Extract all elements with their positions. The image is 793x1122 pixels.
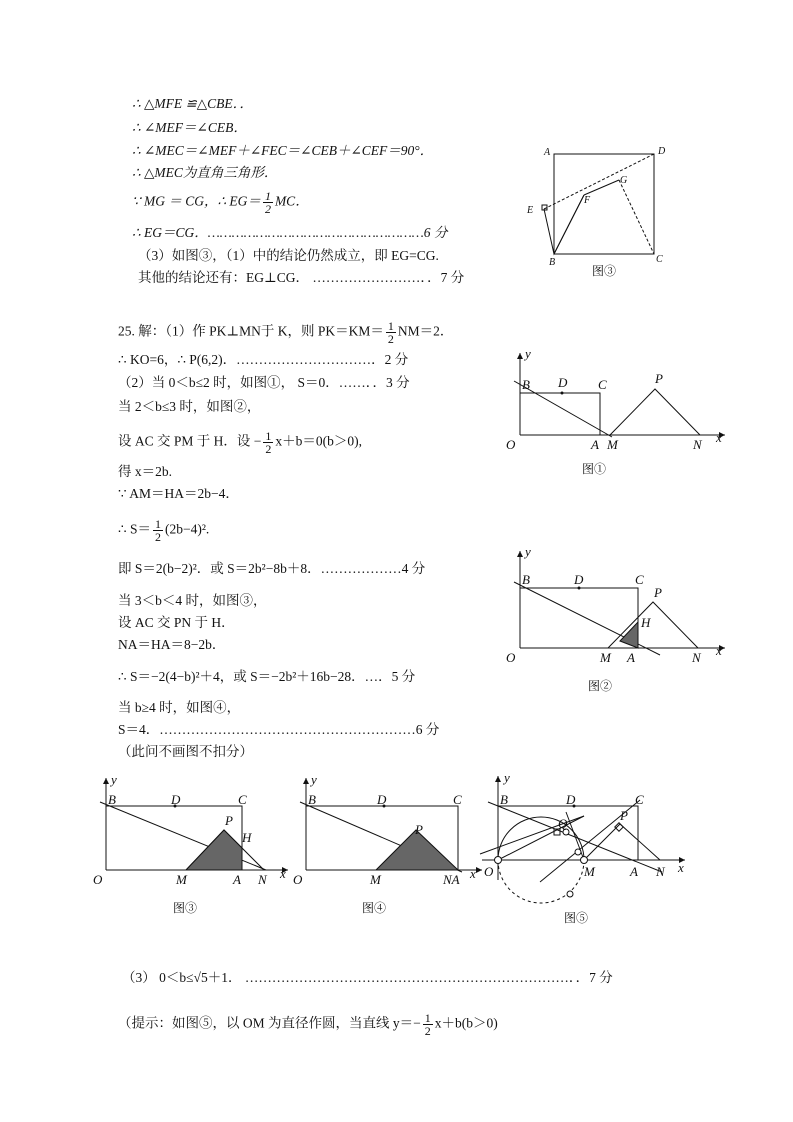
p25-hint: （提示：如图⑤，以 OM 为直径作圆，当直线 y＝− $\frac{1}{2}$ x＋b(b＞0) — [118, 1011, 498, 1038]
p25-line-8: ∴ S＝ $\frac{1}{2}$ (2b−4)². — [118, 517, 210, 544]
label-N: N — [656, 864, 665, 879]
label-y: y — [311, 772, 317, 787]
label-O: O — [506, 437, 516, 452]
caption-fig3-top: 图③ — [592, 264, 617, 278]
label-B: B — [522, 572, 530, 587]
label-B: B — [522, 377, 530, 392]
p25-line-5: 设 AC 交 PM 于 H．设 − $\frac{1}{2}$ x＋b＝0(b＞0), — [118, 429, 363, 456]
label-D: D — [566, 792, 576, 807]
figure-5 — [480, 772, 695, 932]
p25-line-10: 当 3＜b＜4 时，如图③， — [118, 593, 267, 608]
label-H: H — [242, 830, 252, 845]
label-A: A — [627, 650, 635, 665]
label-A: A — [544, 147, 551, 158]
caption-fig1: 图① — [582, 462, 607, 476]
label-D: D — [658, 146, 666, 157]
label-O: O — [93, 872, 103, 887]
label-C: C — [598, 377, 607, 392]
figure-4 — [290, 772, 490, 922]
label-y: y — [525, 544, 531, 559]
p25-line-15: S＝4．…………………………………………………6 分 — [118, 722, 440, 737]
p25-line-1: 25. 解：（1）作 PK⊥MN于 K，则 PK＝KM＝ $\frac{1}{2}$ NM＝2． — [118, 319, 454, 346]
label-A: A — [233, 872, 241, 887]
label-O: O — [506, 650, 516, 665]
label-M: M — [176, 872, 187, 887]
label-M: M — [600, 650, 611, 665]
p25-line-14: 当 b≥4 时，如图④， — [118, 700, 241, 715]
proof-line-7: （3）如图③，（1）中的结论仍然成立，即 EG=CG. — [138, 248, 439, 263]
label-F: F — [584, 195, 591, 206]
label-y: y — [504, 770, 510, 785]
p25-line-12: NA＝HA＝8−2b． — [118, 637, 226, 652]
label-P: P — [655, 371, 663, 386]
p25-line-7: ∵ AM＝HA＝2b−4． — [118, 486, 239, 501]
proof-line-3: ∴ ∠MEC＝∠MEF＋∠FEC＝∠CEB＋∠CEF＝90°． — [132, 143, 434, 158]
label-P: P — [415, 822, 423, 837]
label-B: B — [500, 792, 508, 807]
label-D: D — [171, 792, 181, 807]
proof-line-2: ∴ ∠MEF＝∠CEB． — [132, 120, 247, 135]
p25-line-6: 得 x＝2b. — [118, 464, 172, 479]
label-x: x — [470, 866, 476, 881]
label-O: O — [484, 864, 494, 879]
figure-2 — [500, 545, 730, 695]
label-H: H — [641, 615, 651, 630]
caption-fig4: 图④ — [362, 901, 387, 915]
p25-line-3: （2）当 0＜b≤2 时，如图①， S＝0．……．．3 分 — [118, 375, 410, 390]
label-y: y — [525, 346, 531, 361]
figure-3 — [90, 772, 295, 922]
figure-1 — [500, 345, 730, 475]
label-x: x — [716, 643, 722, 658]
label-B: B — [108, 792, 116, 807]
caption-fig5: 图⑤ — [564, 911, 589, 925]
figure-square-top — [520, 140, 700, 290]
label-D: D — [377, 792, 387, 807]
proof-line-6: ∴ EG＝CG．………………………………………………6 分 — [132, 225, 448, 240]
p25-line-4: 当 2＜b≤3 时，如图②， — [118, 399, 261, 414]
label-M: M — [607, 437, 618, 452]
label-C: C — [238, 792, 247, 807]
label-N: N — [693, 437, 702, 452]
p25-line-16: （此问不画图不扣分） — [118, 744, 253, 759]
label-C: C — [635, 792, 644, 807]
p25-line-11: 设 AC 交 PN 于 H． — [118, 615, 235, 630]
label-G: G — [620, 175, 628, 186]
label-C: C — [656, 254, 663, 265]
label-P: P — [654, 585, 662, 600]
label-D: D — [558, 375, 568, 390]
label-M: M — [584, 864, 595, 879]
label-C: C — [635, 572, 644, 587]
caption-fig2: 图② — [588, 679, 613, 693]
p25-line-2: ∴ KO=6，∴ P(6,2)．…………………………．2 分 — [118, 352, 409, 367]
label-A: A — [630, 864, 638, 879]
p25-line-9: 即 S＝2(b−2)²．或 S＝2b²−8b＋8．………………4 分 — [118, 561, 426, 576]
label-N: N — [258, 872, 267, 887]
p25-part3: （3） 0＜b≤√5＋1． ………………………………………………………………．．7 分 — [122, 970, 613, 985]
label-x: x — [716, 430, 722, 445]
label-B: B — [308, 792, 316, 807]
proof-line-8: 其他的结论还有：EG⊥CG． ……………………．．7 分 — [138, 270, 465, 285]
caption-fig3: 图③ — [173, 901, 198, 915]
label-y: y — [111, 772, 117, 787]
label-B: B — [549, 257, 556, 268]
label-P: P — [620, 808, 628, 823]
label-A: A — [591, 437, 599, 452]
label-P: P — [225, 813, 233, 828]
label-x: x — [678, 860, 684, 875]
label-Q: Q — [558, 816, 568, 831]
proof-line-1: ∴ △MFE ≌△CBE．． — [132, 96, 253, 111]
label-M: M — [370, 872, 381, 887]
proof-line-5: ∵ MG ＝ CG，∴ EG＝ $\frac{1}{2}$ MC． — [132, 189, 309, 216]
p25-line-13: ∴ S＝−2(4−b)²＋4，或 S＝−2b²＋16b−28．…．5 分 — [118, 669, 416, 684]
proof-line-4: ∴ △MEC为直角三角形． — [132, 165, 278, 180]
label-x: x — [280, 866, 286, 881]
label-NA: NA — [443, 872, 460, 887]
label-E: E — [527, 205, 534, 216]
label-O: O — [293, 872, 303, 887]
label-C: C — [453, 792, 462, 807]
label-D: D — [574, 572, 584, 587]
label-N: N — [692, 650, 701, 665]
